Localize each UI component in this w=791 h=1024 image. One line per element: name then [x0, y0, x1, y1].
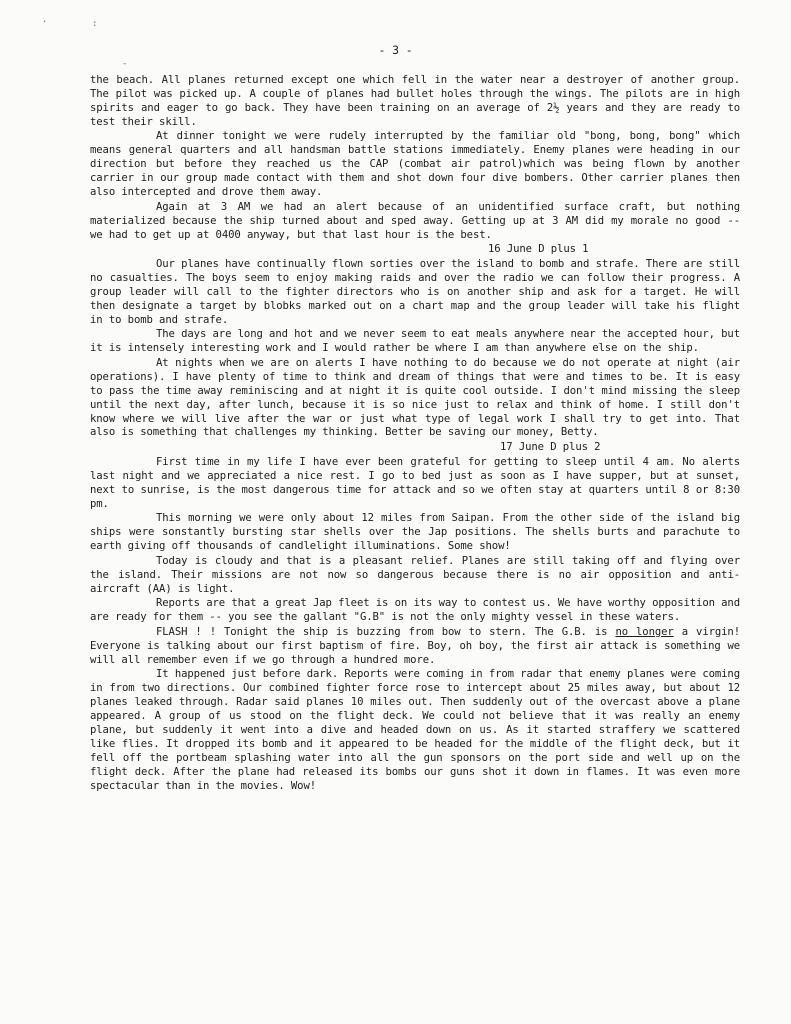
paragraph-3am-alert: Again at 3 AM we had an alert because of an unidentified surface craft, but nothing materialized because the ship turned about and sped away. Getting up at 3 AM did my morale no good -- we had to get up at 0400 anyway, but that last hour is the best.	[90, 200, 740, 241]
flash-text-start: FLASH ! ! Tonight the ship is buzzing from bow to stern. The G.B. is	[156, 625, 608, 638]
paragraph-jap-fleet: Reports are that a great Jap fleet is on its way to contest us. We have worthy opposition and are ready for them -- you see the gallant "G.B" is not the only mighty vessel in these waters.	[90, 597, 740, 624]
paragraph-beach-return: the beach. All planes returned except one which fell in the water near a destroyer of another group. The pilot was picked up. A couple of planes had bullet holes through the wings. The pilots are in high spirits and eager to go back. They have been training on an average of 2½ years and they are ready to test their skill.	[90, 74, 740, 128]
margin-mark: :	[92, 19, 98, 29]
date-heading-16-june: 16 June D plus 1	[488, 243, 589, 256]
paragraph-long-days: The days are long and hot and we never seem to eat meals anywhere near the accepted hour, but it is intensely interesting work and I would rather be where I am than anywhere else on the ship.	[90, 328, 740, 355]
margin-mark: .	[42, 15, 48, 25]
flash-text-end: a virgin! Everyone is talking about our first baptism of fire. Boy, oh boy, the first air attack is something we will all remember even if we go through a hundred more.	[90, 625, 740, 666]
paragraph-attack: It happened just before dark. Reports were coming in from radar that enemy planes were coming in from two directions. Our combined fighter force rose to intercept about 25 miles away, but about 12 planes leaked through. Radar said planes 10 miles out. Then suddenly out of the overcast above a plane appeared. A group of us stood on the flight deck. We could not believe that it was really an enemy plane, but suddenly it went into a dive and headed down on us. As it started straffery we scattered like flies. It dropped its bomb and it appeared to be headed for the middle of the flight deck, but it fell off the portbeam splashing water into all the gun sponsors on the port side and well up on the flight deck. After the plane had released its bombs our guns shot it down in flames. It was even more spectacular than in the movies. Wow!	[90, 668, 740, 792]
paragraph-cloudy: Today is cloudy and that is a pleasant relief. Planes are still taking off and flying over the island. Their missions are not now so dangerous because there is no air opposition and anti-aircraft (AA) is light.	[90, 554, 740, 595]
paragraph-night-alerts: At nights when we are on alerts I have nothing to do because we do not operate at night (air operations). I have plenty of time to think and dream of things that were and times to be. It is easy to pass the time away reminiscing and at night it is quite cool outside. I don't mind missing the sleep until the next day, after lunch, because it is so nice just to relax and think of home. I still don't know where we will live after the war or just what type of legal work I shall try to get into. That also is something that challenges my thinking. Better be saving our money, Betty.	[90, 356, 740, 439]
underlined-phrase: no longer	[615, 625, 674, 638]
paragraph-saipan: This morning we were only about 12 miles from Saipan. From the other side of the island big ships were sonstantly bursting star shells over the Jap positions. The shells burts and parachute to earth giving off thousands of candlelight illuminations. Some show!	[90, 512, 740, 553]
paragraph-sorties: Our planes have continually flown sorties over the island to bomb and strafe. There are still no casualties. The boys seem to enjoy making raids and over the radio we can follow their progress. A group leader will call to the fighter directors who is on another ship and ask for a target. He will then designate a target by blobks marked out on a chart map and the group leader will take his flight in to bomb and strafe.	[90, 257, 740, 326]
body-text	[90, 74, 740, 794]
paragraph-dinner-alert: At dinner tonight we were rudely interrupted by the familiar old "bong, bong, bong" which means general quarters and all handsman battle stations immediately. Enemy planes were heading in our direction but before they reached us the CAP (combat air patrol)which was being flown by another carrier in our group made contact with them and shot down four dive bombers. Other carrier planes then also intercepted and drove them away.	[90, 130, 740, 199]
paragraph-flash	[90, 626, 740, 668]
margin-mark: -	[122, 59, 128, 69]
paragraph-first-sleep: First time in my life I have ever been grateful for getting to sleep until 4 am. No alerts last night and we appreciated a nice rest. I go to bed just as soon as I have supper, but at sunset, next to sunrise, is the most dangerous time for attack and so we often stay at quarters until 8 or 8:30 pm.	[90, 455, 740, 510]
page-number: - 3 -	[378, 43, 413, 57]
date-heading-17-june: 17 June D plus 2	[500, 441, 601, 454]
